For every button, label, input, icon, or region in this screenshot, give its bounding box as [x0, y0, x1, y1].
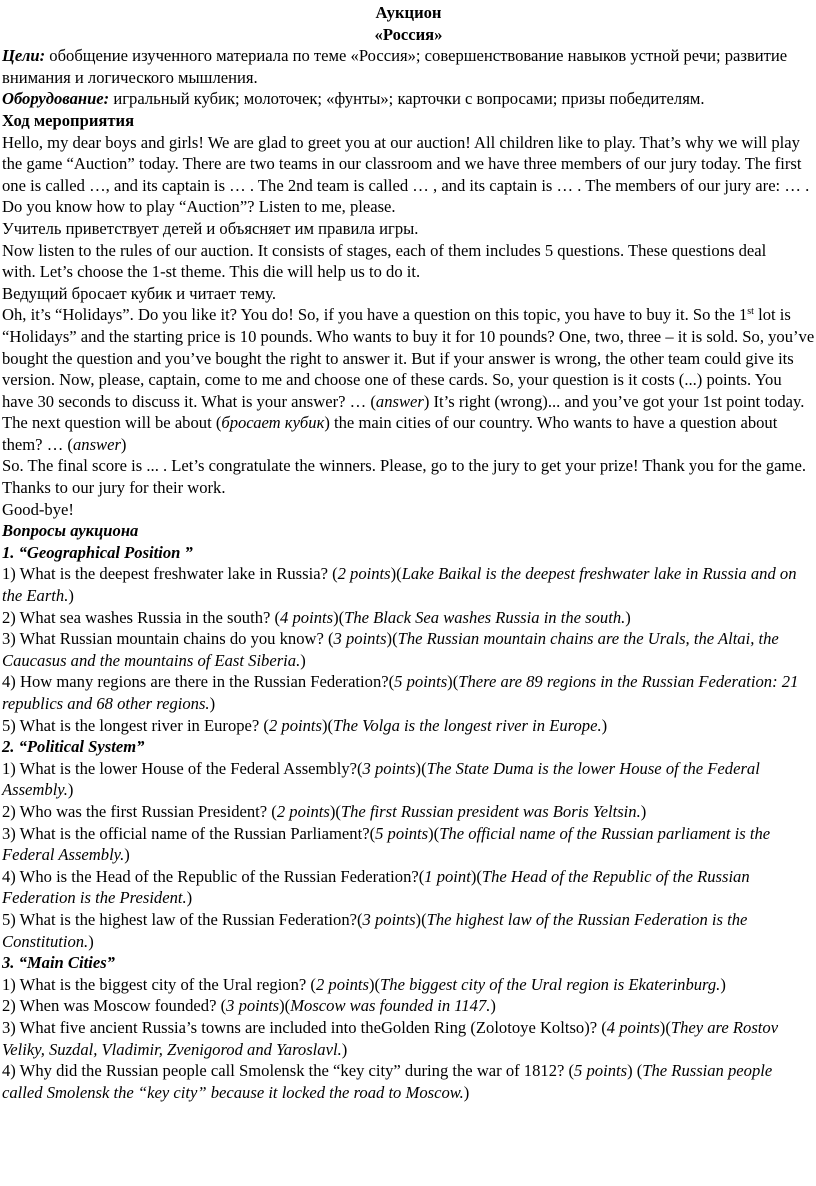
answer-text: The Volga is the longest river in Europe. [333, 715, 602, 735]
question-item [2, 628, 815, 671]
holidays-text-b: lot is “Holidays” and the starting price is 10 pounds. Who wants to buy it for 10 pounds? One, two, three – it is sold. So, you’ve bought the question and you’ve bought the right to answer it. But if your answer is wrong, the other team could give its version. Now, please, captain, come to me and choose one of these cards. So, your question is it costs (...) points. You have 30 seconds to discuss it. What is your answer? … ( [2, 305, 815, 411]
course-heading: Ход мероприятия [2, 110, 135, 130]
separator: )( [390, 564, 402, 584]
question-item [2, 823, 815, 866]
answer-text: The Russian people called Smolensk the “key city” because it locked the road to Moscow. [2, 1061, 773, 1102]
question-item [2, 715, 815, 737]
closing-paren: ) [640, 801, 647, 821]
goals-text: обобщение изученного материала по теме «Россия»; совершенствование навыков устной речи; развитие внимания и логического мышления. [2, 46, 788, 87]
separator: )( [415, 758, 427, 778]
section-title: 1. “Geographical Position ” [2, 542, 193, 562]
question-points: 3 points [362, 909, 416, 929]
answer-text: The official name of the Russian parliament is the Federal Assembly. [2, 823, 771, 865]
rules-line-2: with. Let’s choose the 1-st theme. This die will help us to do it. [2, 262, 421, 282]
holidays-text-e: ) [120, 434, 127, 454]
answer-text: The biggest city of the Ural region is Ekaterinburg. [380, 974, 721, 994]
answer-text: They are Rostov Veliky, Suzdal, Vladimir, Zvenigorod and Yaroslavl. [2, 1017, 779, 1059]
document [2, 2, 815, 1103]
separator: )( [333, 607, 345, 627]
answer-word: answer [375, 391, 424, 411]
separator: )( [321, 715, 334, 735]
question-item [2, 866, 815, 909]
separator: )( [659, 1017, 671, 1037]
intro-paragraph: Hello, my dear boys and girls! We are glad to greet you at our auction! All children like to play. That’s why we will play the game “Auction” today. There are two teams in our classroom and we have three members of our jury today. The first one is called …, and its captain is … . The 2nd team is called … , and its captain is … . The members of our jury are: … . Do you know how to play “Auction”? Listen to me, please. [2, 132, 810, 217]
separator: )( [447, 672, 459, 692]
ordinal-suffix: st [747, 306, 754, 318]
host-throws: Ведущий бросает кубик и читает тему. [2, 283, 276, 303]
title-line-1: Аукцион [375, 3, 442, 22]
question-points: 5 points [375, 823, 429, 843]
goodbye: Good-bye! [2, 499, 74, 519]
question-text: 1) What is the deepest freshwater lake in Russia? ( [2, 564, 338, 584]
separator: )( [415, 909, 427, 929]
closing-paren: ) [601, 715, 608, 735]
holidays-text-c: ) It’s right (wrong)... and you’ve got your 1st point today. The next question will be about ( [2, 391, 805, 433]
question-text: 5) What is the highest law of the Russian Federation?( [2, 909, 363, 929]
answer-text-cont: Caucasus and the mountains of East Siberia. [2, 650, 301, 670]
question-text: 3) What five ancient Russia’s towns are included into theGolden Ring (Zolotoye Koltso)? ( [2, 1017, 607, 1037]
closing-paren: ) [67, 780, 74, 800]
question-points: 4 points [280, 607, 334, 627]
rules-line-1: Now listen to the rules of our auction. It consists of stages, each of them includes 5 questions. These questions deal [2, 240, 767, 260]
question-points: 2 points [315, 974, 369, 994]
question-text: 3) What is the official name of the Russian Parliament?( [2, 823, 376, 843]
throws-die-note: бросает кубик [221, 413, 325, 433]
question-points: 3 points [226, 996, 280, 1016]
question-item [2, 974, 815, 996]
question-item [2, 995, 815, 1017]
goals-paragraph [2, 45, 815, 88]
closing-paren: ) [68, 586, 74, 606]
question-points: 2 points [276, 801, 330, 821]
closing-paren: ) [341, 1039, 348, 1059]
question-points: 3 points [333, 629, 387, 649]
holidays-paragraph [2, 304, 815, 455]
question-item [2, 1060, 815, 1103]
question-points: 1 point [424, 866, 471, 886]
question-sections [2, 542, 815, 1103]
answer-text: The highest law of the Russian Federation is the Constitution. [2, 909, 748, 951]
question-item [2, 801, 815, 823]
separator: )( [428, 823, 440, 843]
closing-paren: ) [88, 931, 94, 951]
question-text: 2) What sea washes Russia in the south? ( [2, 607, 281, 627]
separator: )( [386, 629, 398, 649]
answer-text: Lake Baikal is the deepest freshwater lake in Russia and on the Earth. [2, 564, 797, 606]
question-item [2, 1017, 815, 1060]
closing-paren: ) [490, 996, 496, 1016]
answer-text: Moscow was founded in 1147. [290, 996, 491, 1016]
equipment-label: Оборудование: [2, 89, 110, 109]
question-text: 5) What is the longest river in Europe? ( [2, 715, 269, 735]
question-item [2, 909, 815, 952]
question-item [2, 607, 815, 629]
separator: )( [368, 974, 381, 994]
question-item [2, 563, 815, 606]
question-points: 4 points [606, 1017, 660, 1037]
question-text: 4) How many regions are there in the Russian Federation?( [2, 672, 395, 692]
question-item [2, 758, 815, 801]
closing-paren: ) [720, 974, 726, 994]
question-text: 3) What Russian mountain chains do you know? ( [2, 629, 334, 649]
answer-word-2: answer [72, 434, 121, 454]
holidays-text-a: Oh, it’s “Holidays”. Do you like it? You do! So, if you have a question on this topic, you have to buy it. So the 1 [2, 305, 748, 325]
question-text: 2) Who was the first Russian President? ( [2, 801, 277, 821]
closing-paren: ) [463, 1082, 470, 1102]
questions-heading: Вопросы аукциона [2, 521, 139, 541]
answer-text: There are 89 regions in the Russian Federation: 21 republics and 68 other regions. [2, 672, 799, 713]
answer-text-cont: Assembly. [2, 780, 68, 800]
question-points: 3 points [362, 758, 416, 778]
question-points: 2 points [268, 715, 322, 735]
separator: )( [279, 996, 291, 1016]
question-points: 5 points [574, 1061, 628, 1081]
closing-paren: ) [625, 607, 631, 627]
holidays-text-d: ) the main cities of our country. Who wants to have a question about them? … ( [2, 413, 778, 454]
question-text: 1) What is the lower House of the Federal Assembly?( [2, 758, 363, 778]
separator: )( [329, 801, 341, 821]
answer-text: The first Russian president was Boris Yeltsin. [340, 801, 641, 821]
final-score: So. The final score is ... . Let’s congratulate the winners. Please, go to the jury to get your prize! Thank you for the game. Thanks to our jury for their work. [2, 456, 806, 498]
separator: ) ( [627, 1061, 643, 1081]
goals-label: Цели: [2, 46, 46, 66]
closing-paren: ) [124, 845, 130, 865]
question-text: 1) What is the biggest city of the Ural region? ( [2, 974, 316, 994]
teacher-greets: Учитель приветствует детей и объясняет им правила игры. [2, 218, 419, 238]
separator: )( [470, 866, 482, 886]
section-title: 2. “Political System” [2, 737, 145, 757]
question-text: 4) Why did the Russian people call Smolensk the “key city” during the war of 1812? ( [2, 1061, 575, 1081]
closing-paren: ) [209, 694, 216, 713]
question-points: 2 points [337, 564, 391, 584]
question-text: 2) When was Moscow founded? ( [2, 996, 227, 1016]
closing-paren: ) [186, 888, 193, 908]
question-item [2, 671, 815, 714]
question-text: 4) Who is the Head of the Republic of the Russian Federation?( [2, 866, 425, 886]
answer-text: The Head of the Republic of the Russian Federation is the President. [2, 866, 750, 908]
answer-text: The State Duma is the lower House of the Federal [426, 758, 760, 778]
title-line-2: «Россия» [374, 24, 443, 44]
answer-text: The Russian mountain chains are the Urals, the Altai, the [397, 629, 779, 649]
section-title: 3. “Main Cities” [2, 953, 115, 973]
answer-text: The Black Sea washes Russia in the south. [344, 607, 626, 627]
closing-paren: ) [300, 650, 306, 670]
equipment-text: игральный кубик; молоточек; «фунты»; карточки с вопросами; призы победителям. [109, 89, 705, 109]
equipment-paragraph [2, 88, 815, 110]
question-points: 5 points [394, 672, 448, 692]
